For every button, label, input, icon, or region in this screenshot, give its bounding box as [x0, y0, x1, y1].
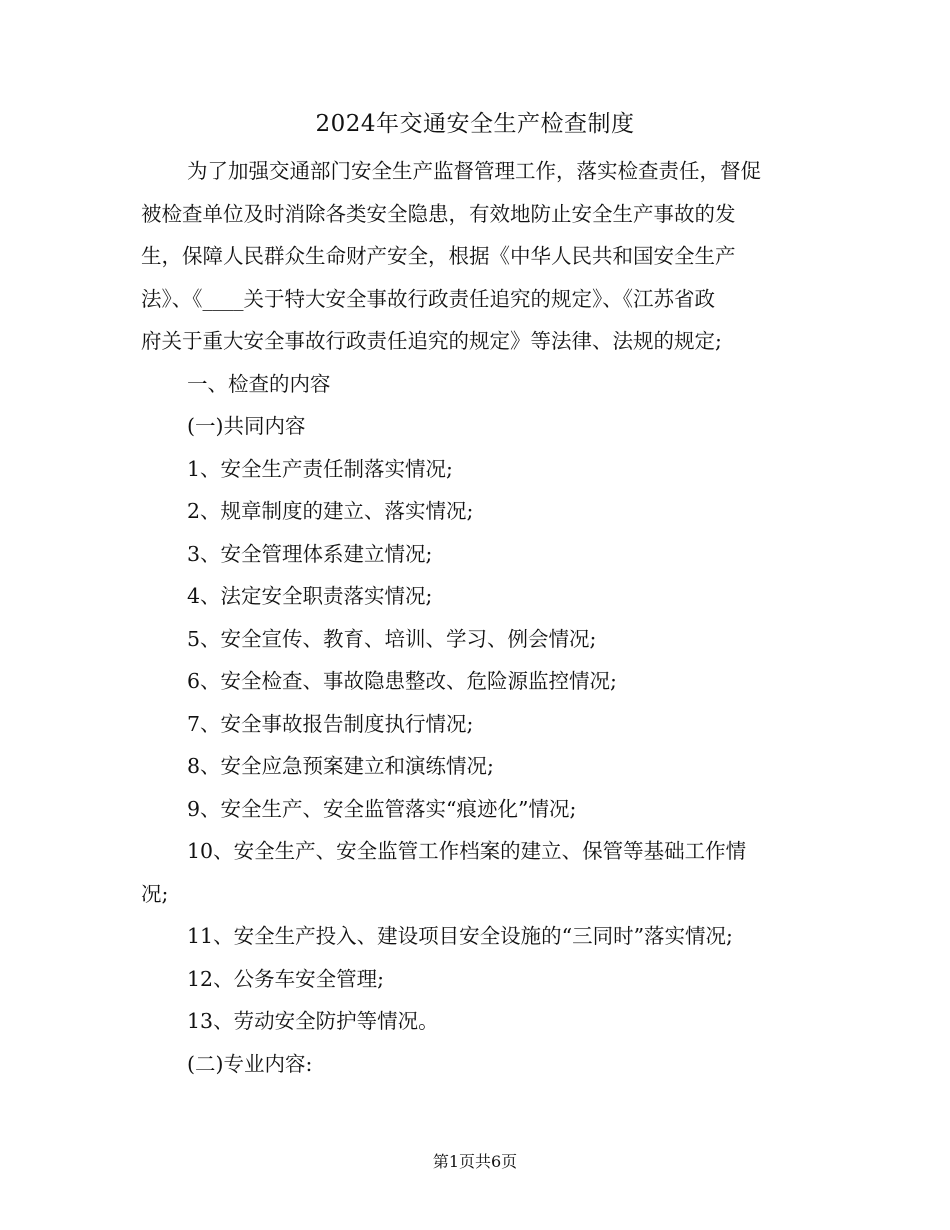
list-item: 6、安全检查、事故隐患整改、危险源监控情况; [187, 669, 617, 693]
intro-line: 为了加强交通部门安全生产监督管理工作，落实检查责任，督促 [187, 159, 761, 183]
intro-line: 法》、《____关于特大安全事故行政责任追究的规定》、《江苏省政 [141, 286, 715, 311]
list-item-line: 10、安全生产、安全监管工作档案的建立、保管等基础工作情 [187, 839, 747, 863]
list-item: 9、安全生产、安全监管落实“痕迹化”情况; [187, 796, 577, 821]
list-item: 13、劳动安全防护等情况。 [187, 1009, 439, 1033]
list-item: 8、安全应急预案建立和演练情况; [187, 754, 494, 778]
list-item-line: 况; [141, 881, 169, 906]
list-item: 11、安全生产投入、建设项目安全设施的“三同时”落实情况; [187, 924, 733, 948]
intro-line: 府关于重大安全事故行政责任追究的规定》等法律、法规的规定; [141, 329, 722, 353]
subsection-heading-1: (一)共同内容 [187, 414, 306, 438]
list-item: 1、安全生产责任制落实情况; [187, 456, 453, 481]
list-item: 3、安全管理体系建立情况; [187, 541, 433, 566]
list-item: 2、规章制度的建立、落实情况; [187, 499, 474, 523]
intro-line: 被检查单位及时消除各类安全隐患，有效地防止安全生产事故的发 [141, 201, 736, 226]
intro-line: 生，保障人民群众生命财产安全，根据《中华人民共和国安全生产 [141, 244, 736, 268]
list-item: 5、安全宣传、教育、培训、学习、例会情况; [187, 626, 597, 651]
document-title: 2024年交通安全生产检查制度 [315, 111, 635, 137]
subsection-heading-2: (二)专业内容: [187, 1051, 313, 1076]
section-heading-1: 一、检查的内容 [187, 371, 331, 396]
intro-paragraph [141, 150, 806, 363]
list-item-10 [141, 830, 806, 915]
page-number: 第1页共6页 [432, 1152, 518, 1171]
document-body [141, 150, 806, 1085]
list-item: 4、法定安全职责落实情况; [187, 584, 433, 608]
list-item: 12、公务车安全管理; [187, 966, 384, 991]
list-item: 7、安全事故报告制度执行情况; [187, 711, 474, 736]
